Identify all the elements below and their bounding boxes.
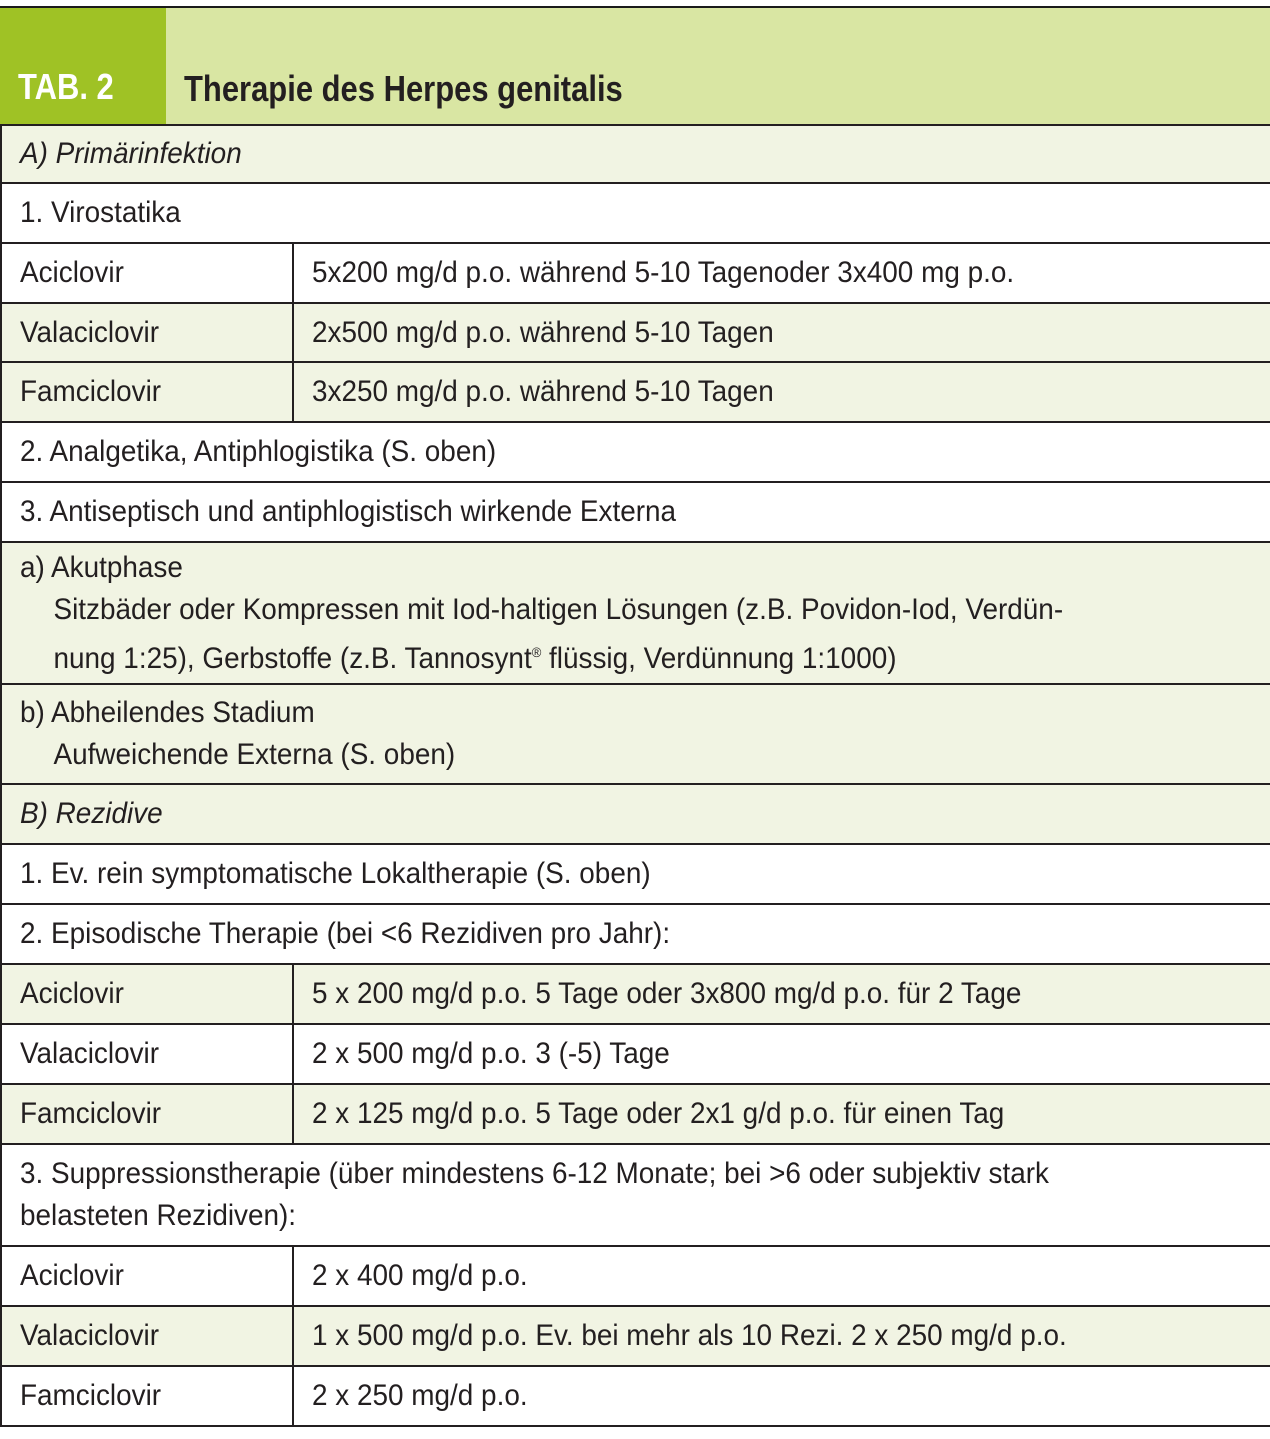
drug-row [1, 1366, 1270, 1426]
drug-row [1, 1024, 1270, 1084]
drug-row [1, 1306, 1270, 1366]
tab-badge [0, 8, 166, 124]
drug-row [1, 1084, 1270, 1144]
row-text: 2. Episodische Therapie (bei <6 Rezidiven pro Jahr): [1, 904, 1270, 964]
therapy-table [0, 124, 1270, 1427]
drug-dose: 2 x 125 mg/d p.o. 5 Tage oder 2x1 g/d p.o. für einen Tag [293, 1084, 1270, 1144]
table-row [1, 183, 1270, 243]
drug-name: Valaciclovir [1, 303, 293, 362]
row-text: 1. Virostatika [1, 183, 1270, 243]
row-text: 3. Suppressionstherapie (über mindestens 6-12 Monate; bei >6 oder subjektiv stark belasteten Rezidiven): [1, 1144, 1270, 1246]
drug-dose: 1 x 500 mg/d p.o. Ev. bei mehr als 10 Rezi. 2 x 250 mg/d p.o. [293, 1306, 1270, 1366]
row-text: 3. Antiseptisch und antiphlogistisch wirkende Externa [1, 482, 1270, 542]
row-text [1, 542, 1270, 684]
table-row [1, 844, 1270, 904]
subsection-row-healing [1, 684, 1270, 784]
drug-name: Valaciclovir [1, 1024, 293, 1084]
drug-dose: 3x250 mg/d p.o. während 5-10 Tagen [293, 362, 1270, 422]
tab-label: TAB. 2 [18, 66, 114, 107]
section-heading: B) Rezidive [1, 784, 1270, 844]
drug-dose: 5x200 mg/d p.o. während 5-10 Tagenoder 3x400 mg p.o. [293, 243, 1270, 303]
table-header [0, 8, 1270, 124]
section-row-recurrence [1, 784, 1270, 844]
row-text: 1. Ev. rein symptomatische Lokaltherapie (S. oben) [1, 844, 1270, 904]
table-row [1, 1144, 1270, 1246]
drug-dose: 5 x 200 mg/d p.o. 5 Tage oder 3x800 mg/d p.o. für 2 Tage [293, 964, 1270, 1024]
subsection-text: Aufweichende Externa (S. oben) [53, 738, 456, 771]
section-row-primary [1, 125, 1270, 183]
drug-dose: 2 x 500 mg/d p.o. 3 (-5) Tage [293, 1024, 1270, 1084]
drug-dose: 2 x 250 mg/d p.o. [293, 1366, 1270, 1426]
drug-name: Valaciclovir [1, 1306, 293, 1366]
table-row [1, 904, 1270, 964]
drug-name: Aciclovir [1, 243, 293, 303]
drug-row [1, 1246, 1270, 1306]
subsection-label: b) Abheilendes Stadium [20, 696, 315, 729]
drug-name: Aciclovir [1, 1246, 293, 1306]
drug-name: Famciclovir [1, 1366, 293, 1426]
registered-mark: ® [531, 643, 542, 660]
row-text [1, 684, 1270, 784]
table-row [1, 422, 1270, 482]
drug-name: Famciclovir [1, 362, 293, 422]
drug-name: Aciclovir [1, 964, 293, 1024]
drug-row [1, 362, 1270, 422]
table-row [1, 482, 1270, 542]
subsection-text: Sitzbäder oder Kompressen mit Iod-haltigen Lösungen (z.B. Povidon-Iod, Verdün- nung 1:25), Gerbstoffe (z.B. Tannosynt® flüssig, Verdünnung 1:1000) [53, 592, 1064, 675]
drug-row [1, 303, 1270, 362]
subsection-row-acute [1, 542, 1270, 684]
title-band [166, 8, 1270, 124]
drug-dose: 2x500 mg/d p.o. während 5-10 Tagen [293, 303, 1270, 362]
drug-name: Famciclovir [1, 1084, 293, 1144]
subsection-label: a) Akutphase [20, 550, 183, 584]
drug-row [1, 243, 1270, 303]
section-heading: A) Primärinfektion [1, 125, 1270, 183]
drug-row [1, 964, 1270, 1024]
row-text: 2. Analgetika, Antiphlogistika (S. oben) [1, 422, 1270, 482]
drug-dose: 2 x 400 mg/d p.o. [293, 1246, 1270, 1306]
table-title: Therapie des Herpes genitalis [184, 68, 623, 109]
